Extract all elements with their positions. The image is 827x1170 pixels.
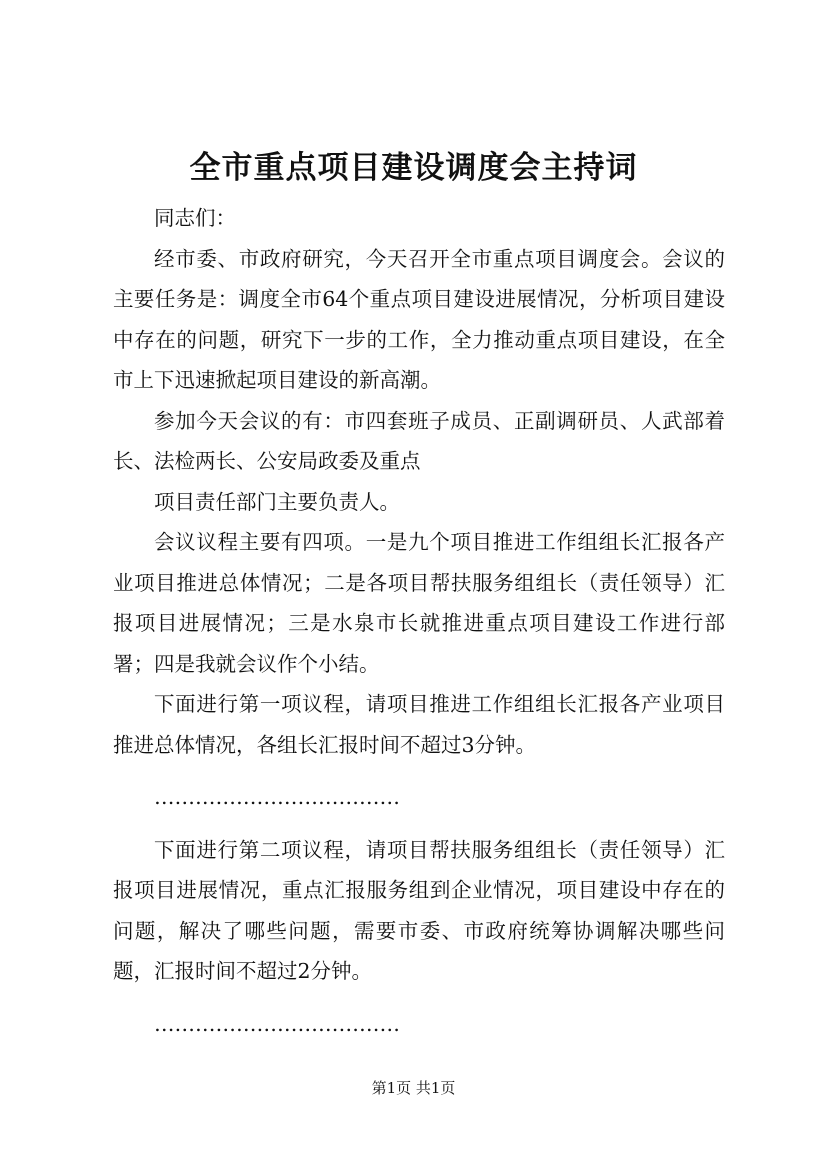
document-title: 全市重点项目建设调度会主持词 <box>189 150 638 186</box>
paragraph-intro: 经市委、市政府研究，今天召开全市重点项目调度会。会议的主要任务是：调度全市64个重点项目建设进展情况，分析项目建设中存在的问题，研究下一步的工作，全力推动重点项目建设，在全市上下迅速掀起项目建设的新高潮。 <box>113 246 725 392</box>
ellipsis-separator: ……………………………… <box>154 1011 400 1036</box>
paragraph-attendees: 参加今天会议的有：市四套班子成员、正副调研员、人武部着长、法检两长、公安局政委及重点 <box>113 408 725 473</box>
page-footer: 第1页 共1页 <box>371 1079 456 1097</box>
paragraph-agenda: 会议议程主要有四项。一是九个项目推进工作组组长汇报各产业项目推进总体情况；二是各项目帮扶服务组组长（责任领导）汇报项目进展情况；三是水泉市长就推进重点项目建设工作进行部署；四是我就会议作个小结。 <box>113 530 725 676</box>
document-body <box>113 198 725 1044</box>
paragraph-item-one: 下面进行第一项议程，请项目推进工作组组长汇报各产业项目推进总体情况，各组长汇报时间不超过3分钟。 <box>113 692 725 757</box>
paragraph-item-two: 下面进行第二项议程，请项目帮扶服务组组长（责任领导）汇报项目进展情况，重点汇报服务组到企业情况，项目建设中存在的问题，解决了哪些问题，需要市委、市政府统筹协调解决哪些问题，汇报时间不超过2分钟。 <box>113 837 725 983</box>
ellipsis-separator: ……………………………… <box>154 785 400 809</box>
paragraph-greeting: 同志们： <box>154 206 236 230</box>
paragraph-attendees-continued: 项目责任部门主要负责人。 <box>154 489 400 514</box>
